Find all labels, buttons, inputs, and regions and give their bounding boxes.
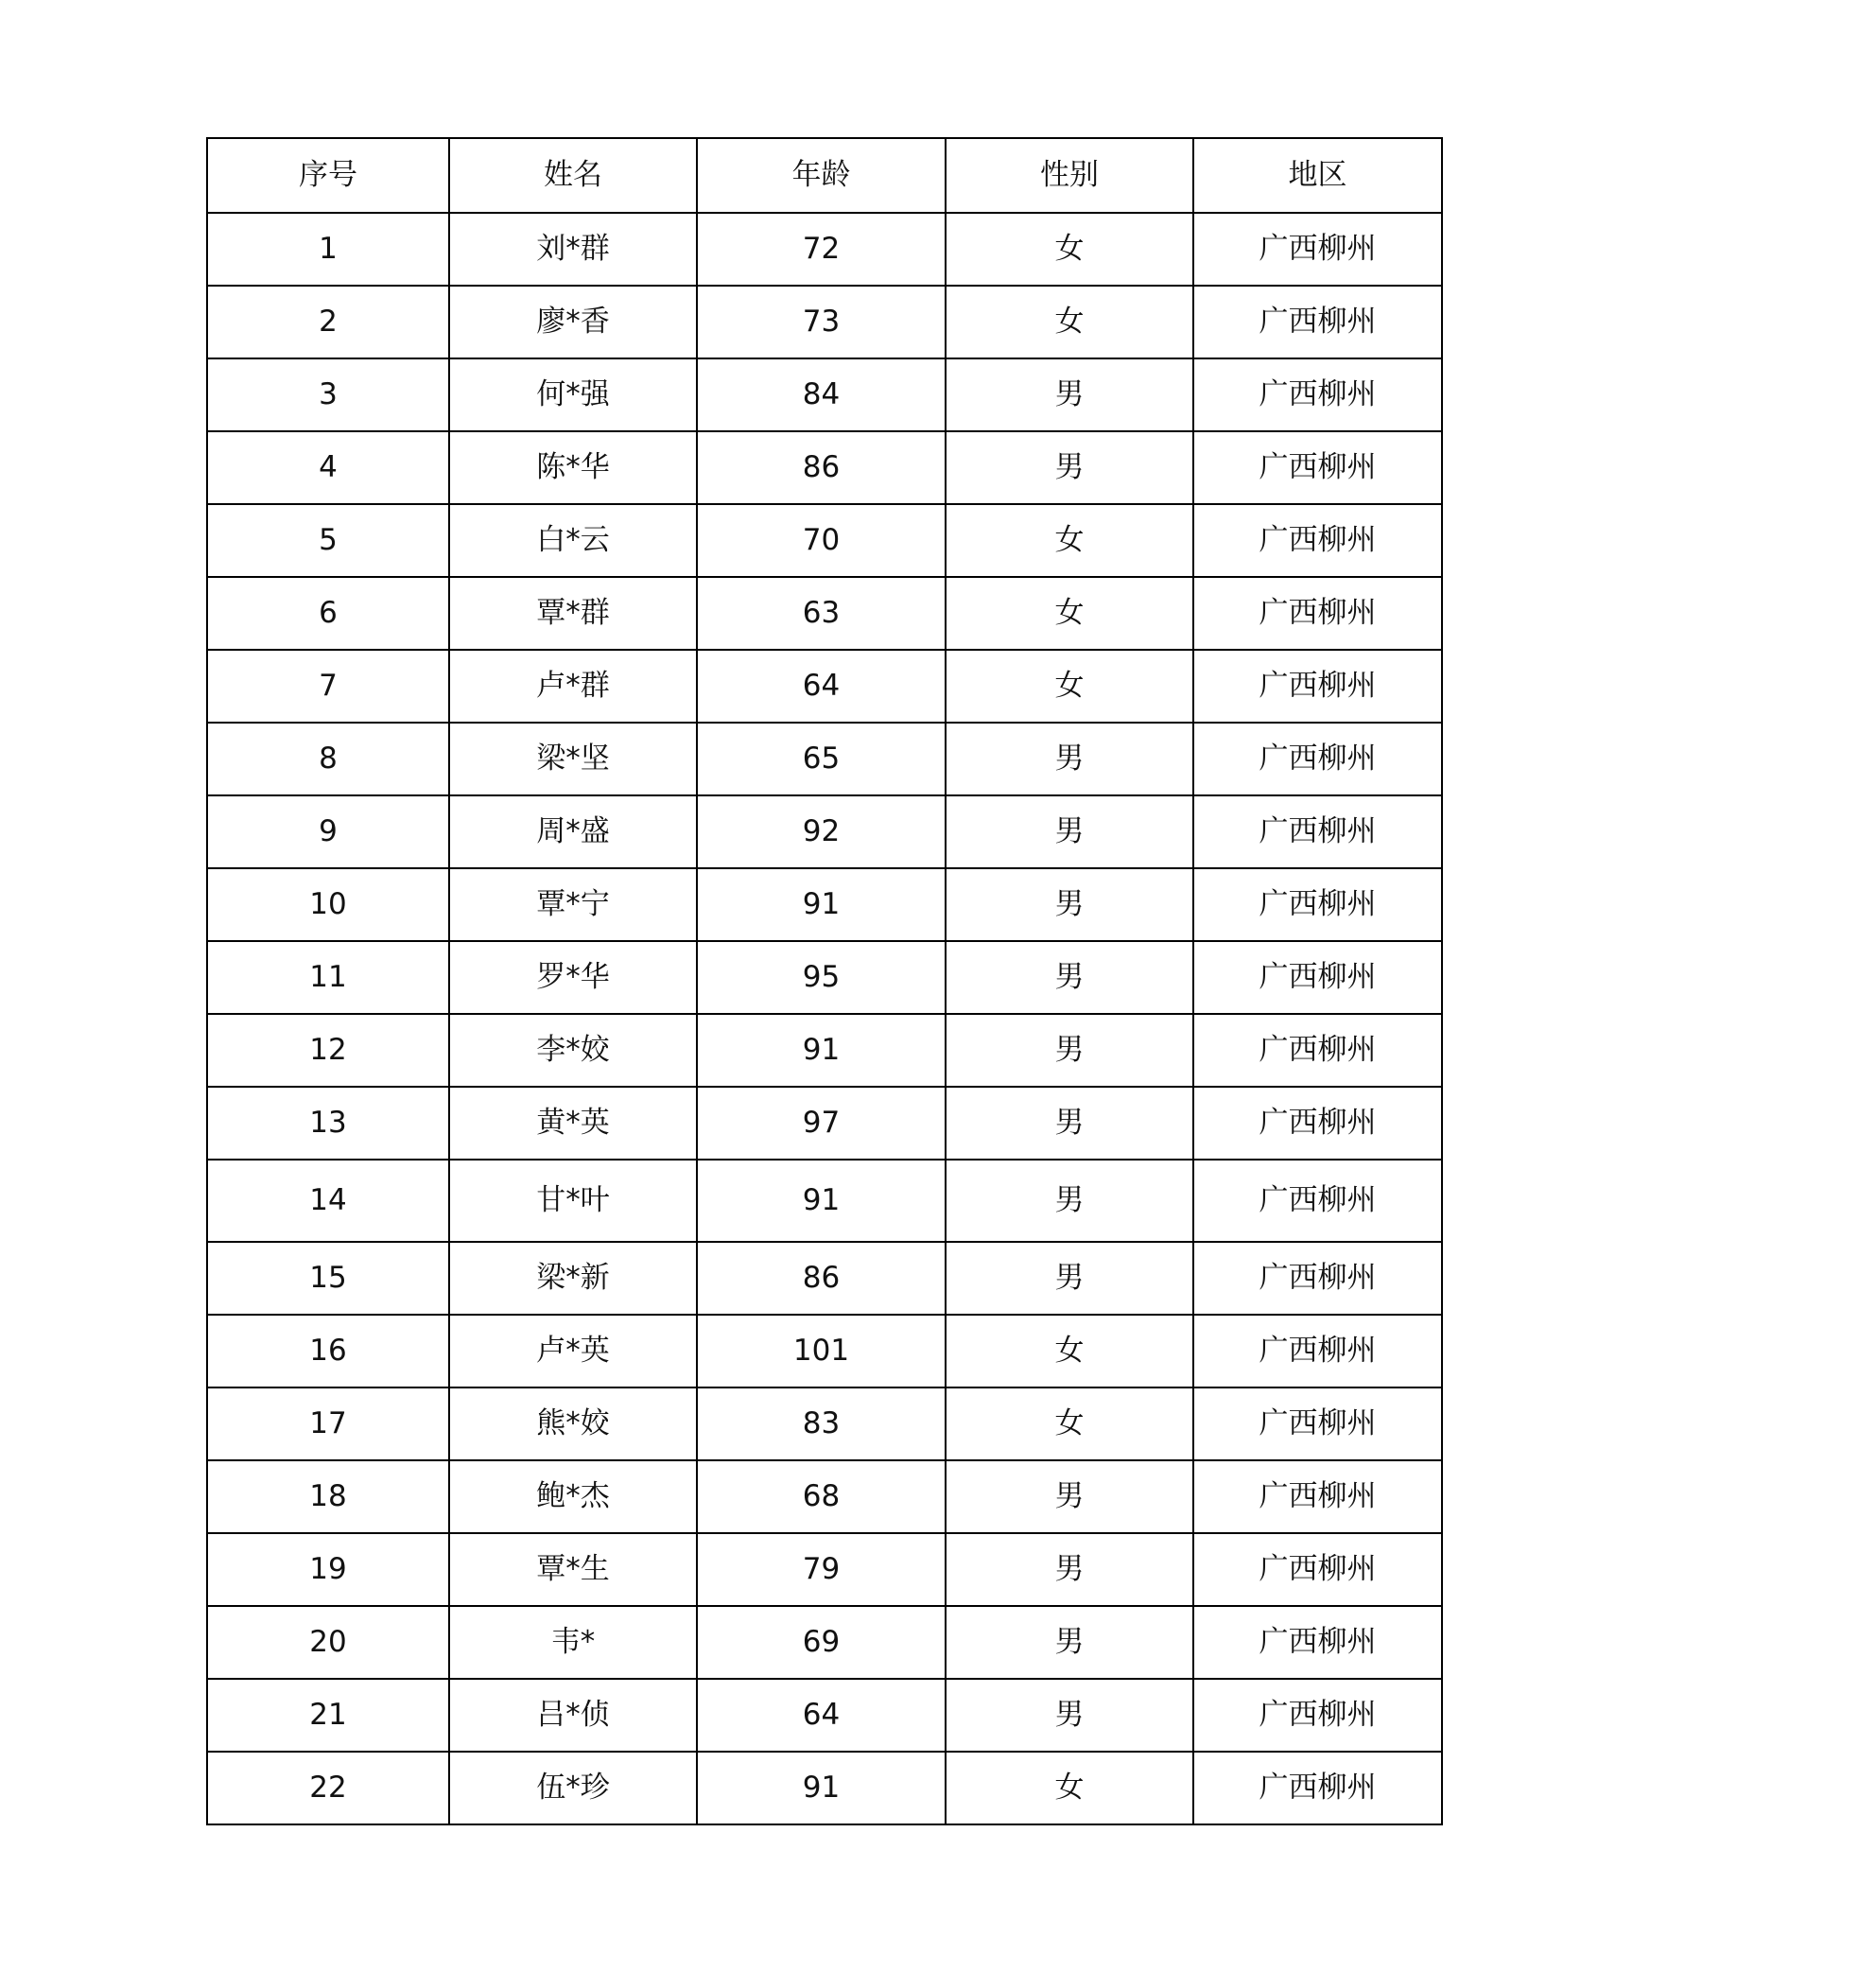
cell-gender: 女 xyxy=(946,577,1193,650)
table-row xyxy=(207,1315,1442,1387)
cell-region: 广西柳州 xyxy=(1193,213,1442,286)
header-region: 地区 xyxy=(1193,138,1442,213)
cell-name: 何*强 xyxy=(449,358,697,431)
cell-gender: 男 xyxy=(946,868,1193,941)
cell-name: 覃*群 xyxy=(449,577,697,650)
cell-serial-number: 19 xyxy=(207,1533,449,1606)
cell-name: 鲍*杰 xyxy=(449,1460,697,1533)
cell-region: 广西柳州 xyxy=(1193,941,1442,1014)
cell-region: 广西柳州 xyxy=(1193,868,1442,941)
cell-gender: 男 xyxy=(946,1679,1193,1752)
cell-gender: 男 xyxy=(946,941,1193,1014)
cell-name: 覃*生 xyxy=(449,1533,697,1606)
cell-region: 广西柳州 xyxy=(1193,1752,1442,1824)
cell-age: 72 xyxy=(697,213,946,286)
cell-name: 韦* xyxy=(449,1606,697,1679)
cell-age: 79 xyxy=(697,1533,946,1606)
cell-age: 91 xyxy=(697,1014,946,1087)
cell-age: 64 xyxy=(697,650,946,723)
roster-table xyxy=(206,137,1443,1825)
table-row xyxy=(207,358,1442,431)
cell-name: 甘*叶 xyxy=(449,1160,697,1242)
cell-age: 63 xyxy=(697,577,946,650)
table-row xyxy=(207,1242,1442,1315)
cell-serial-number: 14 xyxy=(207,1160,449,1242)
table-body xyxy=(207,213,1442,1824)
cell-serial-number: 7 xyxy=(207,650,449,723)
cell-gender: 男 xyxy=(946,358,1193,431)
cell-age: 84 xyxy=(697,358,946,431)
cell-age: 86 xyxy=(697,1242,946,1315)
cell-gender: 男 xyxy=(946,1533,1193,1606)
cell-serial-number: 17 xyxy=(207,1387,449,1460)
cell-region: 广西柳州 xyxy=(1193,1387,1442,1460)
cell-age: 101 xyxy=(697,1315,946,1387)
cell-gender: 男 xyxy=(946,1087,1193,1160)
table-row xyxy=(207,1752,1442,1824)
table-row xyxy=(207,213,1442,286)
cell-region: 广西柳州 xyxy=(1193,1533,1442,1606)
cell-serial-number: 8 xyxy=(207,723,449,795)
cell-name: 梁*新 xyxy=(449,1242,697,1315)
table-row xyxy=(207,1387,1442,1460)
cell-serial-number: 15 xyxy=(207,1242,449,1315)
table-row xyxy=(207,1460,1442,1533)
cell-serial-number: 21 xyxy=(207,1679,449,1752)
cell-age: 97 xyxy=(697,1087,946,1160)
cell-age: 70 xyxy=(697,504,946,577)
cell-name: 梁*坚 xyxy=(449,723,697,795)
cell-age: 91 xyxy=(697,868,946,941)
cell-gender: 男 xyxy=(946,1242,1193,1315)
cell-serial-number: 22 xyxy=(207,1752,449,1824)
cell-serial-number: 4 xyxy=(207,431,449,504)
cell-name: 李*姣 xyxy=(449,1014,697,1087)
cell-gender: 女 xyxy=(946,1752,1193,1824)
table-row xyxy=(207,1014,1442,1087)
cell-serial-number: 2 xyxy=(207,286,449,358)
cell-age: 91 xyxy=(697,1160,946,1242)
cell-region: 广西柳州 xyxy=(1193,358,1442,431)
cell-name: 白*云 xyxy=(449,504,697,577)
cell-age: 86 xyxy=(697,431,946,504)
cell-region: 广西柳州 xyxy=(1193,1014,1442,1087)
cell-gender: 女 xyxy=(946,286,1193,358)
cell-age: 68 xyxy=(697,1460,946,1533)
table-header-row xyxy=(207,138,1442,213)
header-gender: 性别 xyxy=(946,138,1193,213)
cell-gender: 男 xyxy=(946,1606,1193,1679)
cell-name: 熊*姣 xyxy=(449,1387,697,1460)
cell-serial-number: 16 xyxy=(207,1315,449,1387)
header-name: 姓名 xyxy=(449,138,697,213)
cell-name: 吕*侦 xyxy=(449,1679,697,1752)
cell-serial-number: 10 xyxy=(207,868,449,941)
cell-name: 刘*群 xyxy=(449,213,697,286)
cell-name: 覃*宁 xyxy=(449,868,697,941)
cell-region: 广西柳州 xyxy=(1193,1606,1442,1679)
cell-age: 73 xyxy=(697,286,946,358)
cell-name: 卢*英 xyxy=(449,1315,697,1387)
cell-gender: 男 xyxy=(946,795,1193,868)
cell-serial-number: 9 xyxy=(207,795,449,868)
cell-region: 广西柳州 xyxy=(1193,286,1442,358)
table-row xyxy=(207,1679,1442,1752)
cell-age: 64 xyxy=(697,1679,946,1752)
cell-region: 广西柳州 xyxy=(1193,1242,1442,1315)
cell-name: 罗*华 xyxy=(449,941,697,1014)
table-row xyxy=(207,868,1442,941)
table-row xyxy=(207,1606,1442,1679)
cell-name: 周*盛 xyxy=(449,795,697,868)
cell-serial-number: 12 xyxy=(207,1014,449,1087)
cell-gender: 女 xyxy=(946,1315,1193,1387)
cell-gender: 男 xyxy=(946,1014,1193,1087)
table-row xyxy=(207,723,1442,795)
table-row xyxy=(207,431,1442,504)
table-row xyxy=(207,795,1442,868)
table-row xyxy=(207,650,1442,723)
table-row xyxy=(207,577,1442,650)
cell-region: 广西柳州 xyxy=(1193,1315,1442,1387)
cell-serial-number: 1 xyxy=(207,213,449,286)
table-row xyxy=(207,286,1442,358)
cell-region: 广西柳州 xyxy=(1193,723,1442,795)
cell-region: 广西柳州 xyxy=(1193,431,1442,504)
cell-age: 91 xyxy=(697,1752,946,1824)
cell-name: 廖*香 xyxy=(449,286,697,358)
table-row xyxy=(207,1160,1442,1242)
cell-name: 黄*英 xyxy=(449,1087,697,1160)
cell-region: 广西柳州 xyxy=(1193,795,1442,868)
cell-age: 83 xyxy=(697,1387,946,1460)
header-serial-number: 序号 xyxy=(207,138,449,213)
cell-serial-number: 13 xyxy=(207,1087,449,1160)
cell-gender: 男 xyxy=(946,1460,1193,1533)
cell-gender: 女 xyxy=(946,213,1193,286)
cell-age: 65 xyxy=(697,723,946,795)
cell-region: 广西柳州 xyxy=(1193,1087,1442,1160)
cell-region: 广西柳州 xyxy=(1193,1160,1442,1242)
cell-gender: 男 xyxy=(946,723,1193,795)
table-row xyxy=(207,1533,1442,1606)
cell-age: 92 xyxy=(697,795,946,868)
cell-serial-number: 5 xyxy=(207,504,449,577)
cell-name: 陈*华 xyxy=(449,431,697,504)
cell-gender: 男 xyxy=(946,1160,1193,1242)
cell-serial-number: 6 xyxy=(207,577,449,650)
cell-region: 广西柳州 xyxy=(1193,650,1442,723)
cell-region: 广西柳州 xyxy=(1193,577,1442,650)
cell-serial-number: 20 xyxy=(207,1606,449,1679)
table-row xyxy=(207,504,1442,577)
cell-age: 69 xyxy=(697,1606,946,1679)
cell-serial-number: 18 xyxy=(207,1460,449,1533)
cell-region: 广西柳州 xyxy=(1193,504,1442,577)
cell-region: 广西柳州 xyxy=(1193,1679,1442,1752)
cell-serial-number: 11 xyxy=(207,941,449,1014)
cell-gender: 女 xyxy=(946,1387,1193,1460)
cell-age: 95 xyxy=(697,941,946,1014)
cell-name: 伍*珍 xyxy=(449,1752,697,1824)
cell-serial-number: 3 xyxy=(207,358,449,431)
cell-region: 广西柳州 xyxy=(1193,1460,1442,1533)
table-row xyxy=(207,941,1442,1014)
header-age: 年龄 xyxy=(697,138,946,213)
cell-gender: 女 xyxy=(946,504,1193,577)
cell-gender: 男 xyxy=(946,431,1193,504)
table-row xyxy=(207,1087,1442,1160)
cell-gender: 女 xyxy=(946,650,1193,723)
cell-name: 卢*群 xyxy=(449,650,697,723)
